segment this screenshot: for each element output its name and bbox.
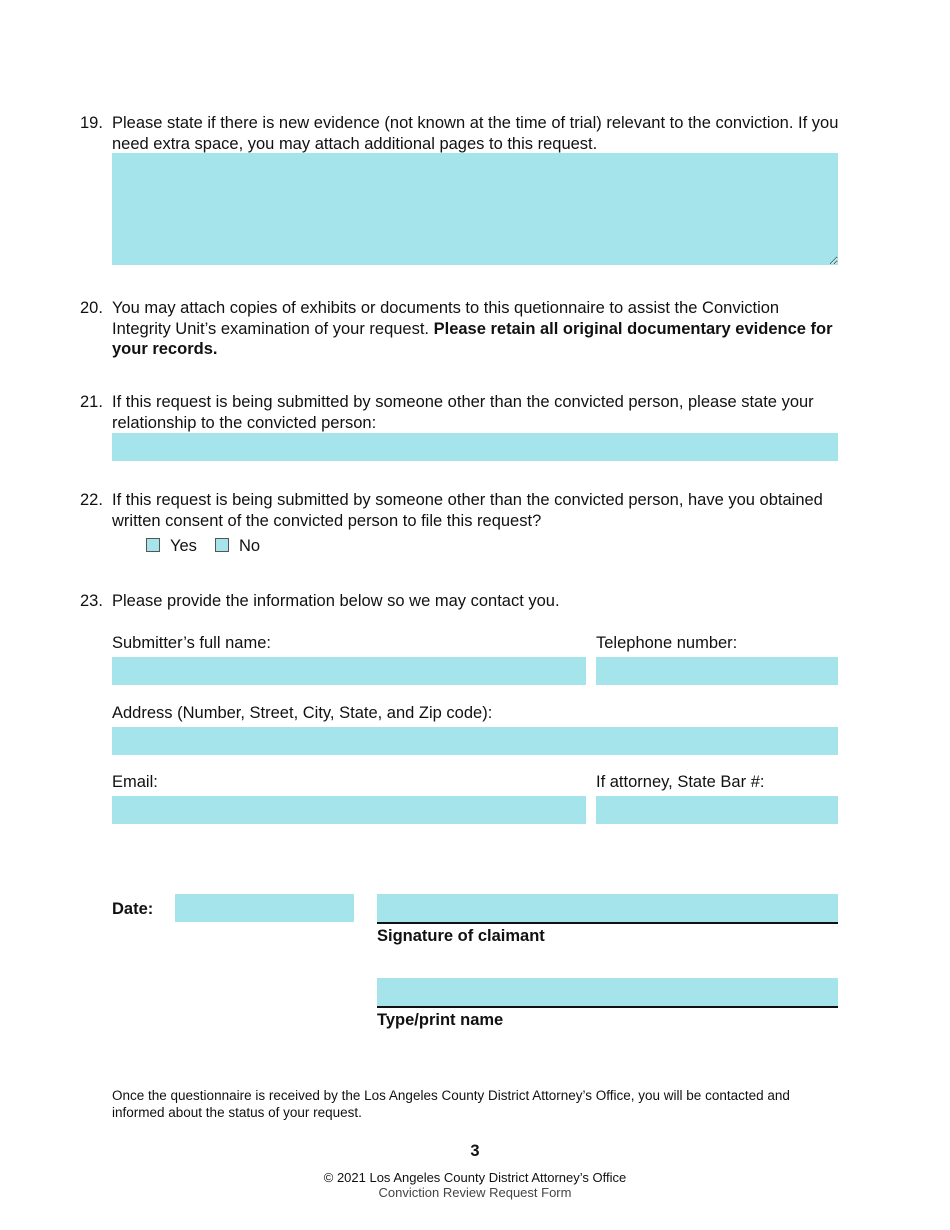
question-text: If this request is being submitted by someone other than the convicted person, have you obtained written consent of the convicted person to file this request? [112, 491, 823, 530]
address-field[interactable] [112, 727, 838, 755]
date-label: Date: [112, 900, 154, 918]
question-23 [80, 591, 840, 612]
question-text-regular: You may attach copies of exhibits or documents to this quetionnaire to assist the Conviction Integrity Unit’s examination of your request. [112, 299, 780, 338]
question-number: 23. [80, 592, 103, 610]
consent-no-label: No [239, 537, 261, 555]
question-text [112, 298, 840, 360]
print-name-label: Type/print name [377, 1011, 504, 1029]
print-name-line [377, 1006, 838, 1008]
consent-yes-checkbox[interactable] [146, 538, 160, 552]
address-label: Address (Number, Street, City, State, and Zip code): [112, 704, 493, 722]
question-20 [80, 298, 840, 360]
full-name-field[interactable] [112, 657, 586, 685]
question-text: Please provide the information below so we may contact you. [112, 592, 560, 610]
consent-yes-option[interactable] [146, 536, 197, 556]
relationship-field[interactable] [112, 433, 838, 461]
question-text: Please state if there is new evidence (not known at the time of trial) relevant to the conviction. If you need extra space, you may attach additional pages to this request. [112, 114, 839, 153]
telephone-field[interactable] [596, 657, 838, 685]
question-number: 19. [80, 114, 103, 132]
signature-field[interactable] [377, 894, 838, 922]
full-name-label: Submitter’s full name: [112, 634, 271, 652]
email-field[interactable] [112, 796, 586, 824]
consent-no-checkbox[interactable] [215, 538, 229, 552]
question-22 [80, 490, 840, 531]
question-number: 21. [80, 393, 103, 411]
state-bar-field[interactable] [596, 796, 838, 824]
date-field[interactable] [175, 894, 354, 922]
question-text: If this request is being submitted by someone other than the convicted person, please state your relationship to the convicted person: [112, 393, 814, 432]
signature-line [377, 922, 838, 924]
question-19 [80, 113, 840, 154]
state-bar-label: If attorney, State Bar #: [596, 773, 765, 791]
new-evidence-field[interactable] [112, 153, 838, 265]
form-name: Conviction Review Request Form [378, 1185, 572, 1200]
question-number: 20. [80, 299, 103, 317]
consent-yes-label: Yes [170, 537, 197, 555]
question-number: 22. [80, 491, 103, 509]
signature-label: Signature of claimant [377, 927, 545, 945]
email-label: Email: [112, 773, 158, 791]
copyright: © 2021 Los Angeles County District Attorney’s Office [323, 1170, 627, 1185]
print-name-field[interactable] [377, 978, 838, 1006]
question-text-bold: Please retain all original documentary evidence for your records. [112, 319, 833, 358]
consent-no-option[interactable] [215, 536, 260, 556]
footer-note: Once the questionnaire is received by the Los Angeles County District Attorney’s Office, you will be contacted and informed about the status of your request. [112, 1088, 790, 1120]
page-number: 3 [470, 1142, 480, 1160]
telephone-label: Telephone number: [596, 634, 738, 652]
question-21 [80, 392, 840, 433]
